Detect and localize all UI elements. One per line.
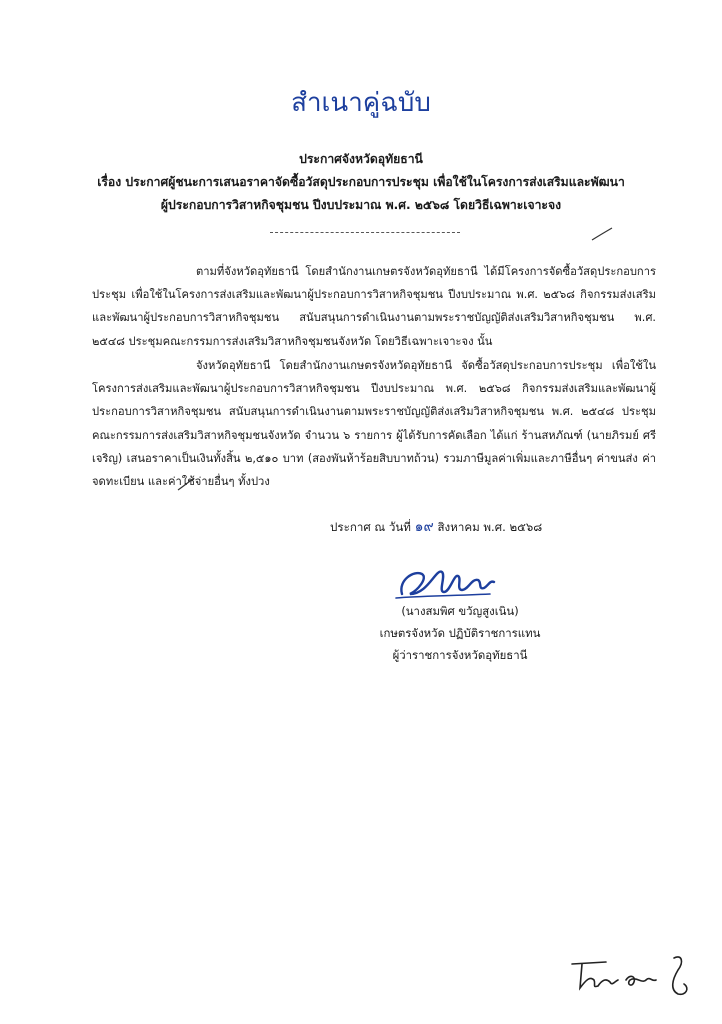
header-subject-line1: เรื่อง ประกาศผู้ชนะการเสนอราคาจัดซื้อวัสดุประกอบการประชุม เพื่อใช้ในโครงการส่งเสริมและพัฒนา [97, 175, 625, 189]
paragraph-1-text: ตามที่จังหวัดอุทัยธานี โดยสำนักงานเกษตรจังหวัดอุทัยธานี ได้มีโครงการจัดซื้อวัสดุประกอบการประชุม เพื่อใช้ในโครงการส่งเสริมและพัฒนาผู้ประกอบการวิสาหกิจชุมชน ปีงบประมาณ พ.ศ. ๒๕๖๘ กิจกรรมส่งเสริมและพัฒนาผู้ประกอบการวิสาหกิจชุมชน สนับสนุนการดำเนินงานตามพระราชบัญญัติส่งเสริมวิสาหกิจชุมชน พ.ศ. ๒๕๔๘ ประชุมคณะกรรมการส่งเสริมวิสาหกิจชุมชนจังหวัด โดยวิธีเฉพาะเจาะจง นั้น [92, 265, 656, 348]
header-title: ประกาศจังหวัดอุทัยธานี [299, 152, 423, 166]
date-suffix: สิงหาคม พ.ศ. ๒๕๖๘ [437, 520, 543, 534]
divider [270, 232, 460, 233]
copy-stamp: สำเนาคู่ฉบับ [291, 88, 431, 118]
announcement-header [60, 148, 662, 217]
signatory-office: ผู้ว่าราชการจังหวัดอุทัยธานี [392, 648, 528, 662]
signatory-position: เกษตรจังหวัด ปฏิบัติราชการแทน [379, 626, 541, 640]
tick-mark [590, 226, 614, 242]
body-paragraph-2 [92, 354, 656, 493]
signatory-details [340, 600, 580, 666]
signature-image [388, 560, 498, 604]
body-paragraph-1 [92, 260, 656, 353]
signatory-name: (นางสมพิศ ขวัญสูงเนิน) [401, 604, 519, 618]
tick-mark [176, 476, 196, 492]
corner-initials [566, 950, 696, 1000]
paragraph-2-text: จังหวัดอุทัยธานี โดยสำนักงานเกษตรจังหวัดอุทัยธานี จัดซื้อวัสดุประกอบการประชุม เพื่อใช้ในโครงการส่งเสริมและพัฒนาผู้ประกอบการวิสาหกิจชุมชน ปีงบประมาณ พ.ศ. ๒๕๖๘ กิจกรรมส่งเสริมและพัฒนาผู้ประกอบการวิสาหกิจชุมชน สนับสนุนการดำเนินงานตามพระราชบัญญัติส่งเสริมวิสาหกิจชุมชน พ.ศ. ๒๕๔๘ ประชุมคณะกรรมการส่งเสริมวิสาหกิจชุมชนจังหวัด จำนวน ๖ รายการ ผู้ได้รับการคัดเลือก ได้แก่ ร้านสหภัณฑ์ (นายภิรมย์ ศรีเจริญ) เสนอราคาเป็นเงินทั้งสิ้น ๒,๕๑๐ บาท (สองพันห้าร้อยสิบบาทถ้วน) รวมภาษีมูลค่าเพิ่มและภาษีอื่นๆ ค่าขนส่ง ค่าจดทะเบียน และค่าใช้จ่ายอื่นๆ ทั้งปวง [92, 359, 656, 489]
date-prefix: ประกาศ ณ วันที่ [330, 520, 411, 534]
header-subject-line2: ผู้ประกอบการวิสาหกิจชุมชน ปีงบประมาณ พ.ศ. ๒๕๖๘ โดยวิธีเฉพาะเจาะจง [160, 198, 562, 212]
date-day: ๑๙ [414, 519, 434, 535]
announcement-date [330, 516, 542, 538]
